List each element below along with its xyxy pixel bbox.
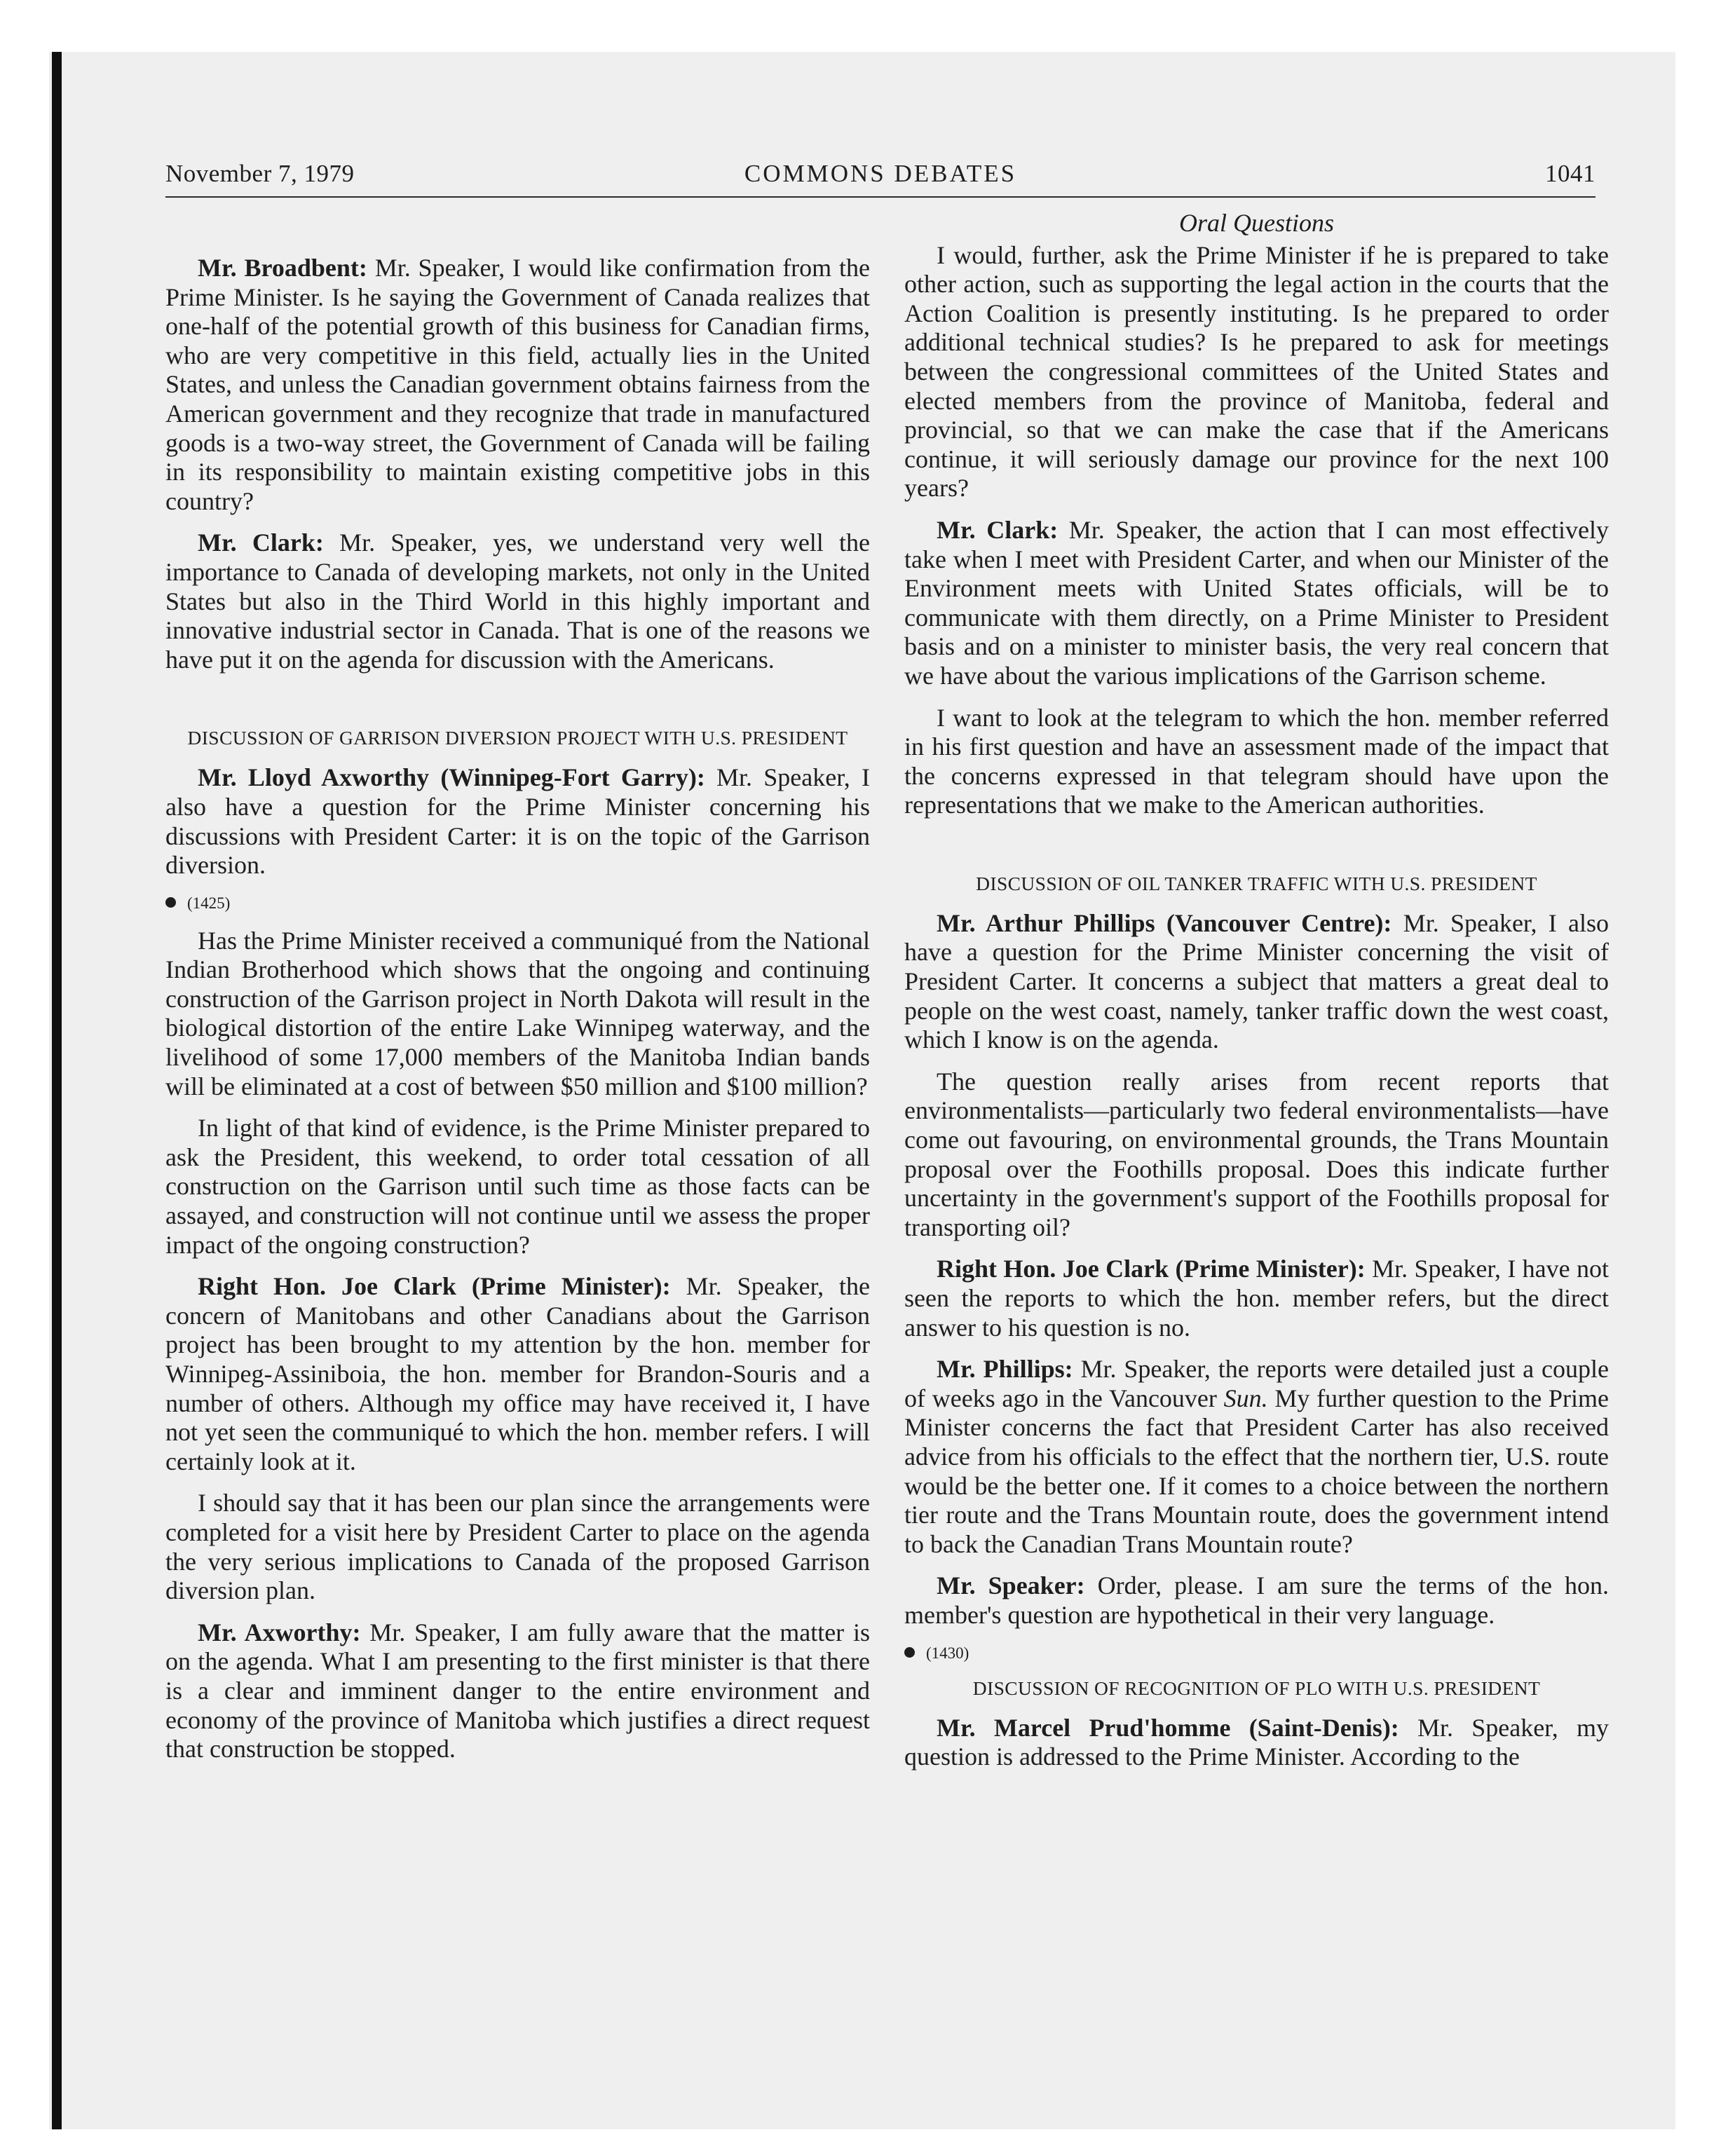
paragraph: Mr. Phillips: Mr. Speaker, the reports were detailed just a couple of weeks ago in the Vancouver Sun. My further question to the Prime Minister concerns the fact that President Carter has also received advice from his officials to the effect that the northern tier, U.S. route would be the better one. If it comes to a choice between the northern tier route and the Trans Mountain route, does the government intend to back the Canadian Trans Mountain route? [904,1355,1610,1558]
time-marker: (1430) [904,1643,1609,1664]
speaker-name: Mr. Clark: [198,528,324,557]
bullet-icon [904,1647,915,1658]
page-header [165,160,1595,195]
speaker-name: Mr. Marcel Prud'homme (Saint-Denis): [937,1713,1399,1742]
paragraph: Has the Prime Minister received a communiqué from the National Indian Brotherhood which shows that the ongoing and continuing construction of the Garrison project in North Dakota will result in the biological distortion of the entire Lake Winnipeg waterway, and the livelihood of some 17,000 members of the Manitoba Indian bands will be eliminated at a cost of between $50 million and $100 million? [165,926,870,1100]
header-date: November 7, 1979 [165,160,355,187]
speaker-name: Mr. Speaker: [937,1571,1085,1600]
right-column [904,209,1609,1785]
speaker-name: Mr. Lloyd Axworthy (Winnipeg-Fort Garry): [198,763,705,792]
speaker-name: Mr. Phillips: [937,1355,1073,1384]
paragraph: Mr. Axworthy: Mr. Speaker, I am fully aware that the matter is on the agenda. What I am presenting to the first minister is that there is a clear and imminent danger to the entire environment and economy of the province of Manitoba which justifies a direct request that construction be stopped. [165,1618,871,1763]
speaker-name: Mr. Arthur Phillips (Vancouver Centre): [937,908,1392,937]
binding-edge [52,52,62,2129]
speaker-name: Mr. Broadbent: [198,254,367,282]
time-marker: (1425) [165,893,870,914]
header-publication: COMMONS DEBATES [744,160,1017,187]
paragraph: Right Hon. Joe Clark (Prime Minister): Mr. Speaker, I have not seen the reports to which the hon. member refers, but the direct answer to his question is no. [904,1255,1609,1342]
page-number: 1041 [1545,160,1595,187]
section-heading: DISCUSSION OF RECOGNITION OF PLO WITH U.S. PRESIDENT [972,1677,1541,1699]
left-column [165,254,870,1777]
paragraph: Mr. Clark: Mr. Speaker, the action that I can most effectively take when I meet with President Carter, and when our Minister of the Environment meets with United States officials, will be to communicate with them directly, on a Prime Minister to President basis and on a minister to minister basis, the very real concern that we have about the various implications of the Garrison scheme. [904,515,1609,690]
header-rule [165,196,1595,198]
paragraph: In light of that kind of evidence, is the Prime Minister prepared to ask the President, this weekend, to order total cessation of all construction on the Garrison until such time as those facts can be assayed, and construction will not continue until we assess the proper impact of the ongoing construction? [165,1114,870,1259]
paragraph: Mr. Clark: Mr. Speaker, yes, we understand very well the importance to Canada of developing markets, not only in the United States but also in the Third World in this highly important and innovative industrial sector in Canada. That is one of the reasons we have put it on the agenda for discussion with the Americans. [165,528,871,674]
section-heading: DISCUSSION OF GARRISON DIVERSION PROJECT WITH U.S. PRESIDENT [187,727,848,749]
bullet-icon [165,897,176,908]
paragraph: Mr. Lloyd Axworthy (Winnipeg-Fort Garry): Mr. Speaker, I also have a question for the Prime Minister concerning his discussions with President Carter: it is on the topic of the Garrison diversion. [165,763,870,880]
speaker-name: Mr. Clark: [937,515,1059,544]
paragraph: Mr. Speaker: Order, please. I am sure the terms of the hon. member's question are hypothetical in their very language. [904,1571,1610,1629]
paragraph: I should say that it has been our plan since the arrangements were completed for a visit here by President Carter to place on the agenda the very serious implications to Canada of the proposed Garrison diversion plan. [165,1489,870,1605]
paragraph: The question really arises from recent reports that environmentalists—particularly two federal environmentalists—have come out favouring, on environmental grounds, the Trans Mountain proposal over the Foothills proposal. Does this indicate further uncertainty in the government's support of the Foothills proposal for transporting oil? [904,1067,1609,1241]
paragraph: Mr. Broadbent: Mr. Speaker, I would like confirmation from the Prime Minister. Is he saying the Government of Canada realizes that one-half of the potential growth of this business for Canadian firms, who are very competitive in this field, actually lies in the United States, and unless the Canadian government obtains fairness from the American government and they recognize that trade in manufactured goods is a two-way street, the Government of Canada will be failing in its responsibility to maintain existing competitive jobs in this country? [165,254,870,515]
paragraph: I want to look at the telegram to which the hon. member referred in his first question and have an assessment made of the impact that the concerns expressed in that telegram should have upon the representations that we make to the American authorities. [904,703,1609,819]
paragraph: Right Hon. Joe Clark (Prime Minister): Mr. Speaker, the concern of Manitobans and other Canadians about the Garrison project has been brought to my attention by the hon. member for Winnipeg-Assiniboia, the hon. member for Brandon-Souris and a number of others. Although my office may have received it, I have not yet seen the communiqué to which the hon. member refers. I will certainly look at it. [165,1272,870,1475]
paragraph: Mr. Marcel Prud'homme (Saint-Denis): Mr. Speaker, my question is addressed to the Prime Minister. According to the [904,1713,1609,1771]
paragraph: Mr. Arthur Phillips (Vancouver Centre): Mr. Speaker, I also have a question for the Prime Minister concerning the visit of President Carter. It concerns a subject that matters a great deal to people on the west coast, namely, tanker traffic down the west coast, which I know is on the agenda. [904,908,1609,1054]
running-head: Oral Questions [1178,209,1334,237]
speaker-name: Mr. Axworthy: [198,1618,361,1646]
newspaper-name: Sun. [1223,1384,1268,1412]
speaker-name: Right Hon. Joe Clark (Prime Minister): [937,1255,1366,1283]
section-heading: DISCUSSION OF OIL TANKER TRAFFIC WITH U.S. PRESIDENT [976,872,1537,894]
paragraph: I would, further, ask the Prime Minister if he is prepared to take other action, such as supporting the legal action in the courts that the Action Coalition is presently instituting. Is he prepared to order additional technical studies? Is he prepared to ask for meetings between the congressional committees of the United States and elected members from the province of Manitoba, federal and provincial, so that we can make the case that if the Americans continue, it will seriously damage our province for the next 100 years? [904,240,1609,503]
speaker-name: Right Hon. Joe Clark (Prime Minister): [198,1272,671,1301]
